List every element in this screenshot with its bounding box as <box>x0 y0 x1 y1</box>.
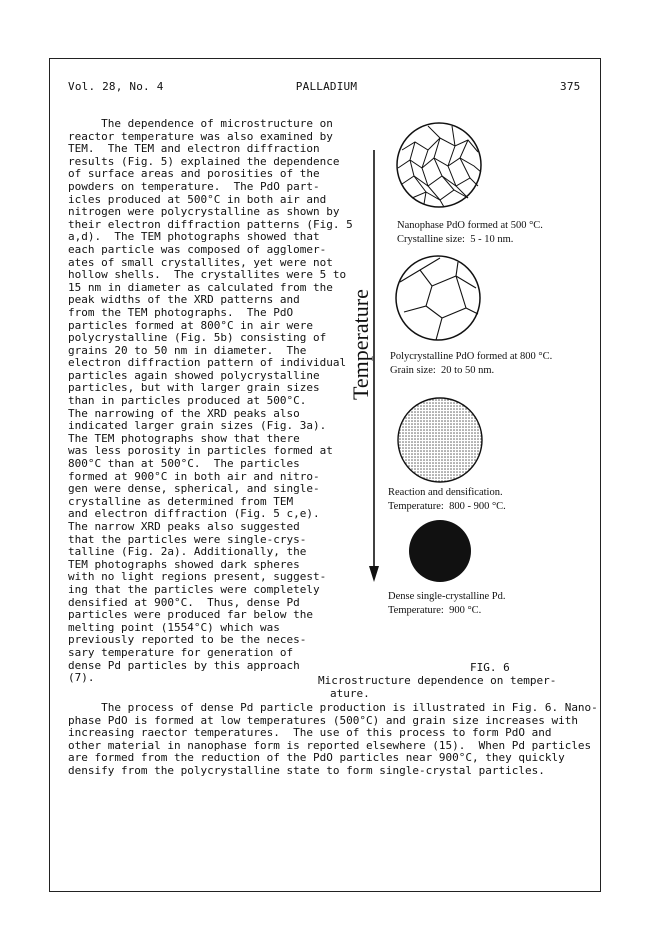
left-column-line: icles produced at 500°C in both air and <box>68 192 327 206</box>
left-column-line: particles, but with larger grain sizes <box>68 381 320 395</box>
page-number: 375 <box>560 80 581 93</box>
left-column-line: formed at 900°C in both air and nitro- <box>68 469 320 483</box>
left-column-line: peak widths of the XRD patterns and <box>68 293 300 307</box>
left-column-line: a,d). The TEM photographs showed that <box>68 230 320 244</box>
figure-caption-line2: ature. <box>330 687 370 700</box>
volume-header: Vol. 28, No. 4 <box>68 80 164 93</box>
left-column-line: gen were dense, spherical, and single- <box>68 482 320 496</box>
left-column-line: particles again showed polycrystalline <box>68 368 320 382</box>
left-column-line: grains 20 to 50 nm in diameter. The <box>68 343 307 357</box>
left-column-line: electron diffraction pattern of individual <box>68 356 347 370</box>
left-column-line: The narrowing of the XRD peaks also <box>68 406 300 420</box>
left-column-line: previously reported to be the neces- <box>68 633 307 647</box>
left-column-line: particles formed at 800°C in air were <box>68 318 314 332</box>
left-column-line: reactor temperature was also examined by <box>68 129 333 143</box>
left-column-line: their electron diffraction patterns (Fig. 5 <box>68 217 353 231</box>
full-width-paragraph <box>68 701 598 778</box>
stage1-label-line2: Crystalline size: 5 - 10 nm. <box>397 234 514 245</box>
left-column-line: particles were produced far below the <box>68 608 314 622</box>
left-column-line: The TEM photographs show that there <box>68 431 300 445</box>
polycrystalline-particle-icon <box>396 256 480 340</box>
left-column-line: polycrystalline (Fig. 5b) consisting of <box>68 331 327 345</box>
left-column-line: powders on temperature. The PdO part- <box>68 179 320 193</box>
stage4-label-line1: Dense single-crystalline Pd. <box>388 591 506 602</box>
left-column-line: of surface areas and porosities of the <box>68 167 320 181</box>
left-column-line: crystalline as determined from TEM <box>68 494 294 508</box>
stage2-label-line2: Grain size: 20 to 50 nm. <box>390 365 495 376</box>
left-column-line: talline (Fig. 2a). Additionally, the <box>68 545 307 559</box>
left-column-line: densified at 900°C. Thus, dense Pd <box>68 595 300 609</box>
left-column-line: and electron diffraction (Fig. 5 c,e). <box>68 507 320 521</box>
densifying-particle-icon <box>398 398 482 482</box>
stage3-label-line1: Reaction and densification. <box>388 487 503 498</box>
running-title: PALLADIUM <box>295 80 358 93</box>
full-width-line: other material in nanophase form is reported elsewhere (15). When Pd particles <box>68 738 592 752</box>
left-column-line: 800°C than at 500°C. The particles <box>68 457 300 471</box>
nanophase-particle-icon <box>397 123 481 207</box>
left-column-line: indicated larger grain sizes (Fig. 3a). <box>68 419 327 433</box>
stage2-label-line1: Polycrystalline PdO formed at 800 °C. <box>390 351 553 362</box>
left-column-line: each particle was composed of agglomer- <box>68 242 327 256</box>
left-column-line: TEM. The TEM and electron diffraction <box>68 142 320 156</box>
stage1-label-line1: Nanophase PdO formed at 500 °C. <box>397 220 543 231</box>
temperature-arrow-head <box>369 566 379 582</box>
left-column-line: with no light regions present, suggest- <box>68 570 327 584</box>
left-column-line: The dependence of microstructure on <box>68 117 333 130</box>
stage4-label-line2: Temperature: 900 °C. <box>388 605 482 616</box>
temperature-axis-label: Temperature <box>348 289 373 401</box>
left-column-line: ing that the particles were completely <box>68 582 320 596</box>
full-width-line: densify from the polycrystalline state to form single-crystal particles. <box>68 763 545 777</box>
stage3-label-line2: Temperature: 800 - 900 °C. <box>388 501 506 512</box>
left-column-line: was less porosity in particles formed at <box>68 444 333 458</box>
dense-pd-particle-icon <box>409 520 471 582</box>
left-column-line: that the particles were single-crys- <box>68 532 307 546</box>
left-column-line: hollow shells. The crystallites were 5 to <box>68 268 347 282</box>
left-column-line: 15 nm in diameter as calculated from the <box>68 280 333 294</box>
left-column-line: (7). <box>68 671 95 685</box>
left-column-line: TEM photographs showed dark spheres <box>68 557 300 571</box>
left-column-line: dense Pd particles by this approach <box>68 658 300 672</box>
left-column-line: results (Fig. 5) explained the dependence <box>68 154 340 168</box>
left-column-line: from the TEM photographs. The PdO <box>68 305 294 319</box>
left-column-line: nitrogen were polycrystalline as shown by <box>68 205 340 219</box>
left-column-line: The narrow XRD peaks also suggested <box>68 520 300 533</box>
left-column-line: than in particles produced at 500°C. <box>68 394 307 408</box>
full-width-line: The process of dense Pd particle production is illustrated in Fig. 6. Nano- <box>68 701 598 714</box>
figure-caption-title: FIG. 6 <box>470 661 510 674</box>
left-column-line: ates of small crystallites, yet were not <box>68 255 333 269</box>
left-column-line: melting point (1554°C) which was <box>68 620 280 634</box>
full-width-line: increasing raector temperatures. The use of this process to form PdO and <box>68 726 552 740</box>
full-width-line: are formed from the reduction of the PdO particles near 900°C, they quickly <box>68 751 565 765</box>
left-column-line: sary temperature for generation of <box>68 645 294 659</box>
full-width-line: phase PdO is formed at low temperatures (500°C) and grain size increases with <box>68 713 578 727</box>
figure-caption-line1: Microstructure dependence on temper- <box>318 674 557 687</box>
